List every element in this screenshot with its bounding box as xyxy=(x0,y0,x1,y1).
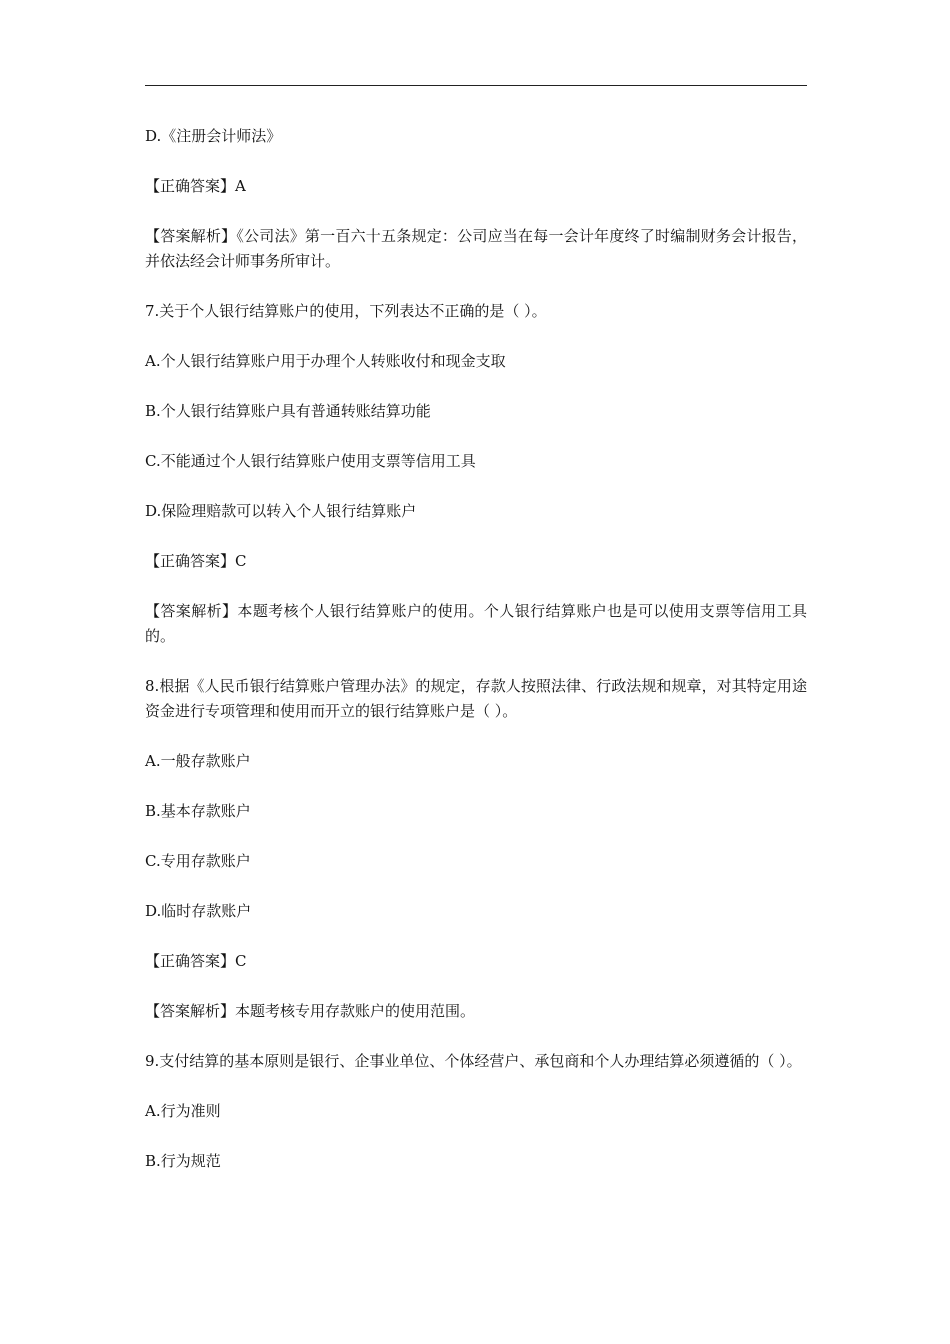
correct-answer-q6: 【正确答案】A xyxy=(145,177,246,195)
q8-option-c: C.专用存款账户 xyxy=(145,852,251,870)
option-d-cpa-law: D.《注册会计师法》 xyxy=(145,127,282,145)
answer-explanation-q8: 【答案解析】本题考核专用存款账户的使用范围。 xyxy=(145,1002,476,1020)
q9-option-a: A.行为准则 xyxy=(145,1102,221,1120)
q8-option-a: A.一般存款账户 xyxy=(145,752,251,770)
question-8: 8.根据《人民币银行结算账户管理办法》的规定，存款人按照法律、行政法规和规章，对其特定用途资金进行专项管理和使用而开立的银行结算账户是（ ）。 xyxy=(145,677,807,720)
q7-option-b: B.个人银行结算账户具有普通转账结算功能 xyxy=(145,402,431,420)
document-body xyxy=(145,124,807,1199)
header-rule xyxy=(145,85,807,86)
q8-option-b: B.基本存款账户 xyxy=(145,802,251,820)
question-7: 7.关于个人银行结算账户的使用，下列表达不正确的是（ ）。 xyxy=(145,302,547,320)
question-9: 9.支付结算的基本原则是银行、企事业单位、个体经营户、承包商和个人办理结算必须遵循的（ ）。 xyxy=(145,1052,802,1070)
q7-option-d: D.保险理赔款可以转入个人银行结算账户 xyxy=(145,502,417,520)
q7-option-c: C.不能通过个人银行结算账户使用支票等信用工具 xyxy=(145,452,476,470)
correct-answer-q7: 【正确答案】C xyxy=(145,552,247,570)
correct-answer-q8: 【正确答案】C xyxy=(145,952,247,970)
q8-option-d: D.临时存款账户 xyxy=(145,902,252,920)
q7-option-a: A.个人银行结算账户用于办理个人转账收付和现金支取 xyxy=(145,352,506,370)
q9-option-b: B.行为规范 xyxy=(145,1152,221,1170)
answer-explanation-q6: 【答案解析】《公司法》第一百六十五条规定：公司应当在每一会计年度终了时编制财务会计报告，并依法经会计师事务所审计。 xyxy=(145,227,807,270)
answer-explanation-q7: 【答案解析】本题考核个人银行结算账户的使用。个人银行结算账户也是可以使用支票等信用工具的。 xyxy=(145,602,807,645)
